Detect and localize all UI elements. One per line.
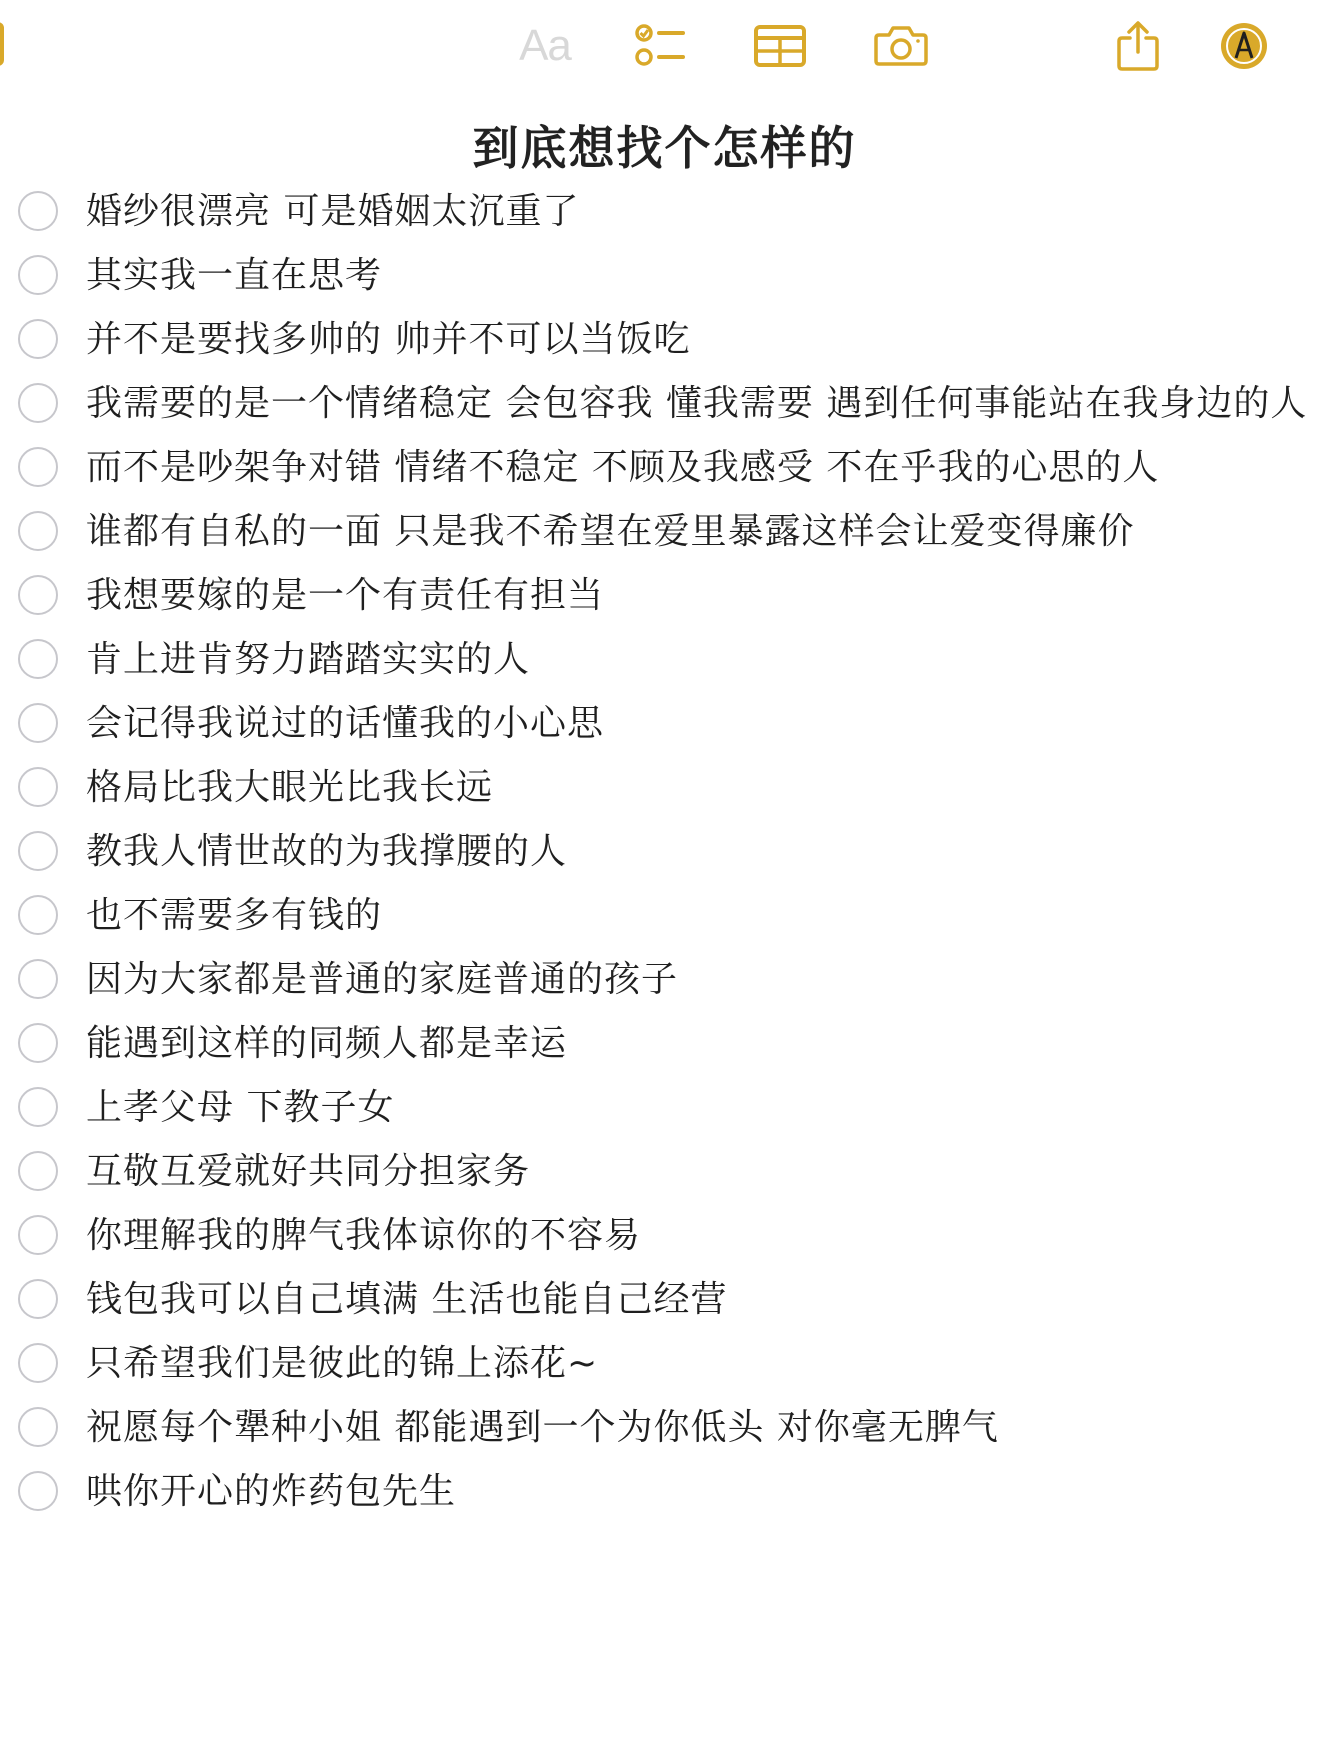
format-label: Aa [519, 21, 571, 70]
checkbox[interactable] [18, 1471, 58, 1511]
checklist-item[interactable] [0, 628, 1329, 692]
checklist-item-text: 会记得我说过的话懂我的小心思 [86, 703, 605, 744]
checklist-item[interactable] [0, 180, 1329, 244]
back-button-edge[interactable] [0, 22, 4, 66]
checklist-item-text: 其实我一直在思考 [86, 255, 383, 296]
checkbox[interactable] [18, 383, 58, 423]
checkbox[interactable] [18, 319, 58, 359]
checklist-item-text: 也不需要多有钱的 [86, 895, 383, 936]
checklist-item[interactable] [0, 820, 1329, 884]
checklist-item[interactable] [0, 1332, 1329, 1396]
share-icon [1116, 20, 1160, 72]
markup-button[interactable] [1212, 14, 1276, 78]
checkbox[interactable] [18, 1343, 58, 1383]
checklist-item[interactable] [0, 692, 1329, 756]
checkbox[interactable] [18, 1279, 58, 1319]
checklist-item-text: 能遇到这样的同频人都是幸运 [86, 1023, 568, 1064]
camera-button[interactable] [866, 14, 936, 78]
checkbox[interactable] [18, 639, 58, 679]
checklist [0, 180, 1329, 1524]
checkbox[interactable] [18, 895, 58, 935]
checklist-item-text: 肯上进肯努力踏踏实实的人 [86, 639, 531, 680]
checkbox[interactable] [18, 191, 58, 231]
checklist-icon [635, 23, 685, 69]
table-button[interactable] [748, 14, 812, 78]
checkbox[interactable] [18, 1087, 58, 1127]
checklist-item[interactable] [0, 372, 1329, 436]
checkbox[interactable] [18, 959, 58, 999]
checklist-item-text: 格局比我大眼光比我长远 [86, 767, 494, 808]
checklist-item-text: 因为大家都是普通的家庭普通的孩子 [86, 959, 679, 1000]
checklist-item[interactable] [0, 756, 1329, 820]
checklist-item[interactable] [0, 1460, 1329, 1524]
checklist-item-text: 哄你开心的炸药包先生 [86, 1471, 457, 1512]
checklist-item[interactable] [0, 436, 1329, 500]
checklist-item[interactable] [0, 884, 1329, 948]
checkbox[interactable] [18, 447, 58, 487]
checklist-item-text: 谁都有自私的一面 只是我不希望在爱里暴露这样会让爱变得廉价 [86, 511, 1135, 552]
checklist-item-text: 上孝父母 下教子女 [86, 1087, 395, 1128]
checklist-item[interactable] [0, 500, 1329, 564]
checklist-item-text: 互敬互爱就好共同分担家务 [86, 1151, 531, 1192]
table-icon [753, 23, 807, 69]
checklist-item-text: 婚纱很漂亮 可是婚姻太沉重了 [86, 191, 580, 232]
checklist-item-text: 钱包我可以自己填满 生活也能自己经营 [86, 1279, 728, 1320]
share-button[interactable] [1108, 14, 1168, 78]
checkbox[interactable] [18, 703, 58, 743]
checklist-item[interactable] [0, 1396, 1329, 1460]
checkbox[interactable] [18, 255, 58, 295]
markup-icon [1218, 20, 1270, 72]
checklist-item-text: 我需要的是一个情绪稳定 会包容我 懂我需要 遇到任何事能站在我身边的人 [86, 383, 1308, 424]
checkbox[interactable] [18, 1023, 58, 1063]
checklist-item-text: 而不是吵架争对错 情绪不稳定 不顾及我感受 不在乎我的心思的人 [86, 447, 1160, 488]
checkbox[interactable] [18, 1407, 58, 1447]
checklist-item[interactable] [0, 564, 1329, 628]
checklist-item[interactable] [0, 1140, 1329, 1204]
checklist-item[interactable] [0, 948, 1329, 1012]
note-title: 到底想找个怎样的 [472, 121, 857, 175]
checklist-item[interactable] [0, 1204, 1329, 1268]
checklist-item-text: 并不是要找多帅的 帅并不可以当饭吃 [86, 319, 691, 360]
checklist-item[interactable] [0, 244, 1329, 308]
checklist-item-text: 祝愿每个犟种小姐 都能遇到一个为你低头 对你毫无脾气 [86, 1407, 999, 1448]
checklist-item[interactable] [0, 1268, 1329, 1332]
checklist-item[interactable] [0, 1012, 1329, 1076]
checklist-item-text: 教我人情世故的为我撑腰的人 [86, 831, 568, 872]
camera-icon [873, 23, 929, 69]
checklist-item[interactable] [0, 1076, 1329, 1140]
checkbox[interactable] [18, 1151, 58, 1191]
notes-toolbar [0, 0, 1329, 100]
checklist-item-text: 你理解我的脾气我体谅你的不容易 [86, 1215, 642, 1256]
checkbox[interactable] [18, 1215, 58, 1255]
checklist-item[interactable] [0, 308, 1329, 372]
checklist-item-text: 只希望我们是彼此的锦上添花~ [86, 1343, 599, 1384]
checkbox[interactable] [18, 767, 58, 807]
checklist-item-text: 我想要嫁的是一个有责任有担当 [86, 575, 605, 616]
checklist-button[interactable] [628, 14, 692, 78]
format-button[interactable] [510, 14, 580, 78]
checkbox[interactable] [18, 575, 58, 615]
checkbox[interactable] [18, 831, 58, 871]
checkbox[interactable] [18, 511, 58, 551]
